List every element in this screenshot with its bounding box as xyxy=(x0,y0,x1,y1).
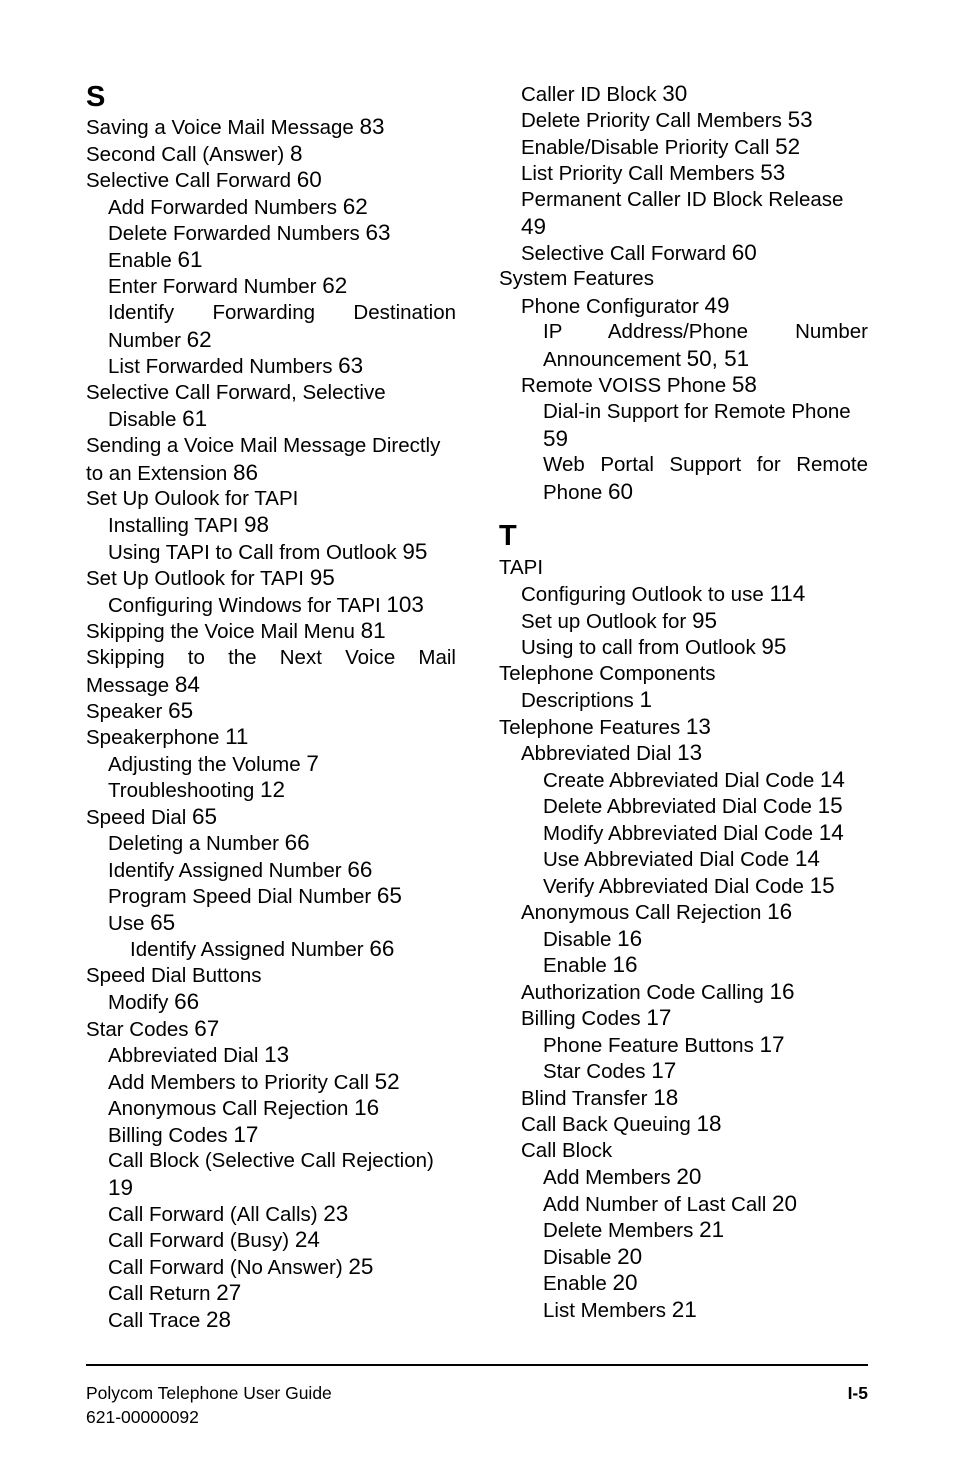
index-entry: Saving a Voice Mail Message 83 xyxy=(86,114,385,139)
index-subentry: Configuring Outlook to use 114 xyxy=(521,581,806,606)
index-subentry: Identify Forwarding Destination Number 62 xyxy=(108,301,456,352)
index-subsubentry: Phone Feature Buttons 17 xyxy=(543,1032,785,1057)
index-subentry: Remote VOISS Phone 58 xyxy=(521,372,757,397)
index-entry: Selective Call Forward 60 xyxy=(86,167,322,192)
index-entry: Skipping the Voice Mail Menu 81 xyxy=(86,618,386,643)
index-subsubentry: Delete Abbreviated Dial Code 15 xyxy=(543,793,843,818)
index-subentry: Using to call from Outlook 95 xyxy=(521,634,787,659)
index-subentry: Blind Transfer 18 xyxy=(521,1085,679,1110)
index-subsubentry: Modify Abbreviated Dial Code 14 xyxy=(543,820,844,845)
index-subentry: Call Block (Selective Call Rejection) 19 xyxy=(108,1149,434,1200)
index-subsubentry: Web Portal Support for Remote Phone 60 xyxy=(543,453,868,504)
index-subentry: Call Block xyxy=(521,1139,613,1162)
index-entry: Sending a Voice Mail Message Directly to an Extension 86 xyxy=(86,434,441,485)
index-subsubentry: Add Number of Last Call 20 xyxy=(543,1191,798,1216)
index-subsubentry: Delete Members 21 xyxy=(543,1217,725,1242)
index-subentry: Anonymous Call Rejection 16 xyxy=(521,899,793,924)
index-subentry: Selective Call Forward 60 xyxy=(521,240,757,265)
index-subsubentry: Enable 20 xyxy=(543,1270,638,1295)
footer-page-number: I-5 xyxy=(847,1383,868,1403)
index-subsubentry: Create Abbreviated Dial Code 14 xyxy=(543,767,845,792)
index-subentry: Adjusting the Volume 7 xyxy=(108,751,319,776)
index-subentry: Use 65 xyxy=(108,910,176,935)
index-entry: Set Up Outlook for TAPI 95 xyxy=(86,565,335,590)
footer-document-number: 621-00000092 xyxy=(86,1407,199,1427)
index-subentry: Program Speed Dial Number 65 xyxy=(108,883,402,908)
index-entry: Speed Dial 65 xyxy=(86,804,218,829)
index-subentry: Call Back Queuing 18 xyxy=(521,1111,722,1136)
index-subentry: Enable 61 xyxy=(108,247,203,272)
index-subentry: Permanent Caller ID Block Release 49 xyxy=(521,188,844,239)
index-subsubentry: Use Abbreviated Dial Code 14 xyxy=(543,846,820,871)
index-subentry: Call Trace 28 xyxy=(108,1307,232,1332)
index-entry: System Features xyxy=(499,267,654,290)
index-letter-heading: T xyxy=(499,520,517,552)
index-subentry: Add Forwarded Numbers 62 xyxy=(108,194,368,219)
index-subentry: Call Forward (No Answer) 25 xyxy=(108,1254,374,1279)
index-subentry: List Priority Call Members 53 xyxy=(521,160,786,185)
index-entry: Telephone Features 13 xyxy=(499,714,711,739)
index-subentry: Disable 61 xyxy=(108,406,208,431)
index-entry: TAPI xyxy=(499,556,544,579)
index-subsubentry: Star Codes 17 xyxy=(543,1058,677,1083)
index-subentry: Installing TAPI 98 xyxy=(108,512,270,537)
index-subentry: Billing Codes 17 xyxy=(108,1122,259,1147)
index-subentry: Deleting a Number 66 xyxy=(108,830,310,855)
index-subsubentry: Disable 20 xyxy=(543,1244,643,1269)
index-subentry: List Forwarded Numbers 63 xyxy=(108,353,364,378)
index-subentry: Caller ID Block 30 xyxy=(521,81,688,106)
index-entry: Star Codes 67 xyxy=(86,1016,220,1041)
index-entry: Second Call (Answer) 8 xyxy=(86,141,303,166)
index-subsubentry: Add Members 20 xyxy=(543,1164,702,1189)
index-subsubentry: Disable 16 xyxy=(543,926,643,951)
index-subentry: Configuring Windows for TAPI 103 xyxy=(108,592,424,617)
index-subentry: Enable/Disable Priority Call 52 xyxy=(521,134,801,159)
index-entry: Speaker 65 xyxy=(86,698,194,723)
index-subentry: Call Forward (Busy) 24 xyxy=(108,1227,320,1252)
index-subentry: Call Forward (All Calls) 23 xyxy=(108,1201,349,1226)
index-subentry: Anonymous Call Rejection 16 xyxy=(108,1095,380,1120)
footer-document-title: Polycom Telephone User Guide xyxy=(86,1383,332,1403)
index-subsubentry: IP Address/Phone Number Announcement 50, 51 xyxy=(543,320,868,371)
index-subentry: Abbreviated Dial 13 xyxy=(521,740,703,765)
index-subentry: Add Members to Priority Call 52 xyxy=(108,1069,400,1094)
index-subentry: Descriptions 1 xyxy=(521,687,653,712)
index-subsubentry: Identify Assigned Number 66 xyxy=(130,936,395,961)
index-entry: Speed Dial Buttons xyxy=(86,964,262,987)
index-subsubentry: Enable 16 xyxy=(543,952,638,977)
index-entry: Speakerphone 11 xyxy=(86,724,249,749)
index-subentry: Authorization Code Calling 16 xyxy=(521,979,795,1004)
index-subentry: Modify 66 xyxy=(108,989,200,1014)
index-entry: Skipping to the Next Voice Mail Message 84 xyxy=(86,646,456,697)
index-subentry: Enter Forward Number 62 xyxy=(108,273,348,298)
index-subentry: Billing Codes 17 xyxy=(521,1005,672,1030)
index-entry: Telephone Components xyxy=(499,662,716,685)
index-subsubentry: List Members 21 xyxy=(543,1297,697,1322)
index-subentry: Set up Outlook for 95 xyxy=(521,608,717,633)
index-subentry: Phone Configurator 49 xyxy=(521,293,730,318)
index-subentry: Using TAPI to Call from Outlook 95 xyxy=(108,539,428,564)
index-subsubentry: Verify Abbreviated Dial Code 15 xyxy=(543,873,835,898)
index-subsubentry: Dial-in Support for Remote Phone 59 xyxy=(543,400,851,451)
index-subentry: Identify Assigned Number 66 xyxy=(108,857,373,882)
index-subentry: Delete Forwarded Numbers 63 xyxy=(108,220,391,245)
footer-divider xyxy=(86,1364,868,1366)
index-letter-heading: S xyxy=(86,81,106,113)
index-entry: Set Up Oulook for TAPI xyxy=(86,487,299,510)
index-subentry: Abbreviated Dial 13 xyxy=(108,1042,290,1067)
index-subentry: Delete Priority Call Members 53 xyxy=(521,107,813,132)
index-subentry: Call Return 27 xyxy=(108,1280,242,1305)
index-entry: Selective Call Forward, Selective xyxy=(86,381,386,404)
index-subentry: Troubleshooting 12 xyxy=(108,777,285,802)
